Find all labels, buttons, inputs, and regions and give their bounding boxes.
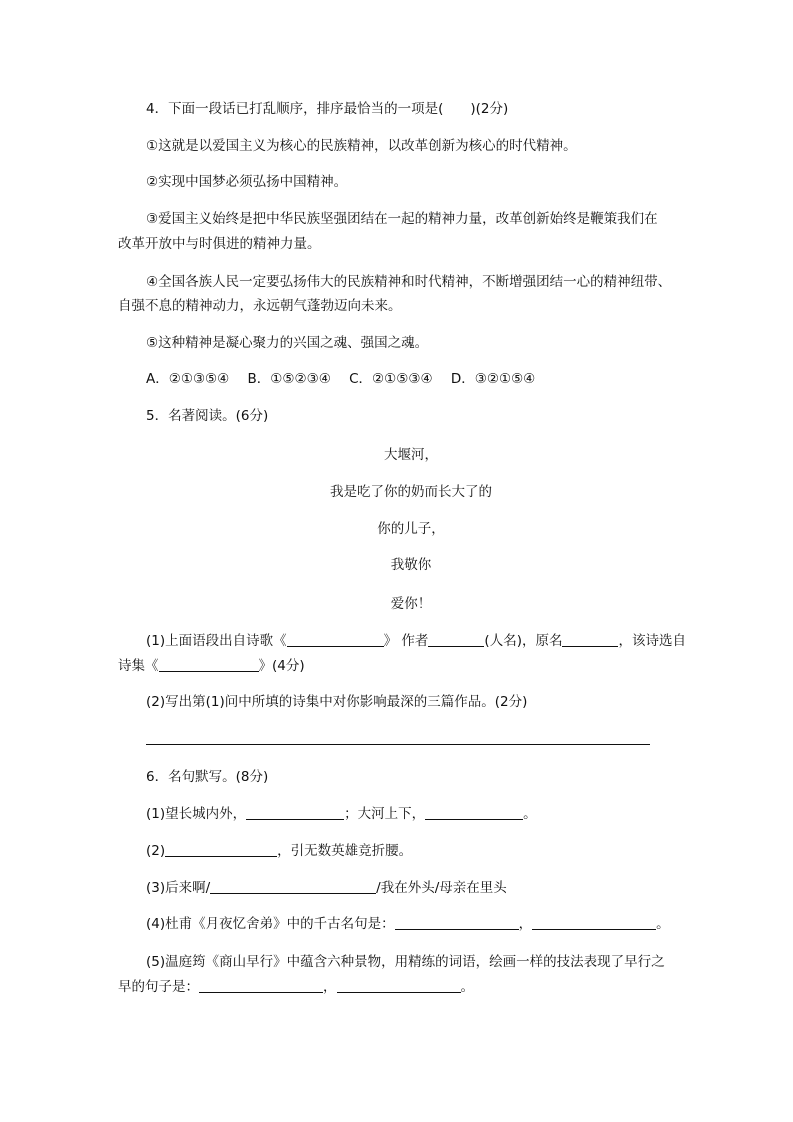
q4-sentence-4-line1: ④全国各族人民一定要弘扬伟大的民族精神和时代精神，不断增强团结一心的精神纽带、 bbox=[146, 274, 672, 290]
q4-sentence-5: ⑤这种精神是凝心聚力的兴国之魂、强国之魂。 bbox=[146, 335, 429, 351]
q4-option-b: B．①⑤②③④ bbox=[247, 371, 331, 387]
q6-4-blank-1[interactable] bbox=[395, 915, 519, 930]
q4-sentence-3-line1: ③爱国主义始终是把中华民族坚强团结在一起的精神力量，改革创新始终是鞭策我们在 bbox=[146, 211, 658, 227]
q6-4-blank-2[interactable] bbox=[532, 915, 656, 930]
q5-part1-line1: (1)上面语段出自诗歌《 》 作者 (人名)，原名 ，该诗选自 bbox=[146, 633, 686, 649]
q6-stem: 6．名句默写。(8分) bbox=[146, 769, 269, 785]
q6-2-blank[interactable] bbox=[165, 842, 277, 857]
q6-5-blank-1[interactable] bbox=[199, 978, 323, 993]
q5-part2: (2)写出第(1)问中所填的诗集中对你影响最深的三篇作品。(2分) bbox=[146, 694, 528, 710]
q5-answer-line[interactable] bbox=[146, 744, 650, 745]
q6-item-3: (3)后来啊/ /我在外头/母亲在里头 bbox=[146, 880, 507, 896]
poem-line-3: 你的儿子， bbox=[377, 521, 445, 537]
q4-options bbox=[146, 369, 535, 389]
q6-5-blank-2[interactable] bbox=[337, 978, 461, 993]
poem-line-5: 爱你！ bbox=[390, 596, 432, 612]
q4-option-a: A．②①③⑤④ bbox=[146, 371, 230, 387]
q5-stem: 5．名著阅读。(6分) bbox=[146, 408, 269, 424]
q4-sentence-2: ②实现中国梦必须弘扬中国精神。 bbox=[146, 174, 348, 190]
q6-1-blank-1[interactable] bbox=[246, 805, 344, 820]
q4-sentence-1: ①这就是以爱国主义为核心的民族精神，以改革创新为核心的时代精神。 bbox=[146, 138, 577, 154]
poem-line-2: 我是吃了你的奶而长大了的 bbox=[330, 484, 492, 500]
poem-title-blank[interactable] bbox=[287, 632, 384, 647]
q6-3-blank[interactable] bbox=[210, 879, 376, 894]
q6-item-5-line2: 早的句子是： ， 。 bbox=[118, 979, 474, 995]
q4-stem: 4．下面一段话已打乱顺序，排序最恰当的一项是( )(2分) bbox=[146, 101, 509, 117]
q5-part1-line2: 诗集《 》(4分) bbox=[118, 658, 305, 674]
q6-item-5-line1: (5)温庭筠《商山早行》中蕴含六种景物，用精练的词语，绘画一样的技法表现了早行之 bbox=[146, 954, 665, 970]
q6-item-1: (1)望长城内外， ；大河上下， 。 bbox=[146, 806, 537, 822]
poem-line-1: 大堰河， bbox=[384, 447, 438, 463]
q4-sentence-3-line2: 改革开放中与时俱进的精神力量。 bbox=[118, 236, 321, 252]
original-name-blank[interactable] bbox=[562, 632, 618, 647]
q6-item-2: (2) ，引无数英雄竞折腰。 bbox=[146, 843, 413, 859]
q4-sentence-4-line2: 自强不息的精神动力，永远朝气蓬勃迈向未来。 bbox=[118, 298, 402, 314]
q4-option-d: D．③②①⑤④ bbox=[450, 371, 536, 387]
q6-item-4: (4)杜甫《月夜忆舍弟》中的千古名句是： ， 。 bbox=[146, 916, 670, 932]
author-blank[interactable] bbox=[428, 632, 484, 647]
q6-1-blank-2[interactable] bbox=[425, 805, 523, 820]
poem-line-4: 我敬你 bbox=[390, 557, 432, 573]
collection-blank[interactable] bbox=[159, 657, 259, 672]
q4-option-c: C．②①⑤③④ bbox=[349, 371, 433, 387]
